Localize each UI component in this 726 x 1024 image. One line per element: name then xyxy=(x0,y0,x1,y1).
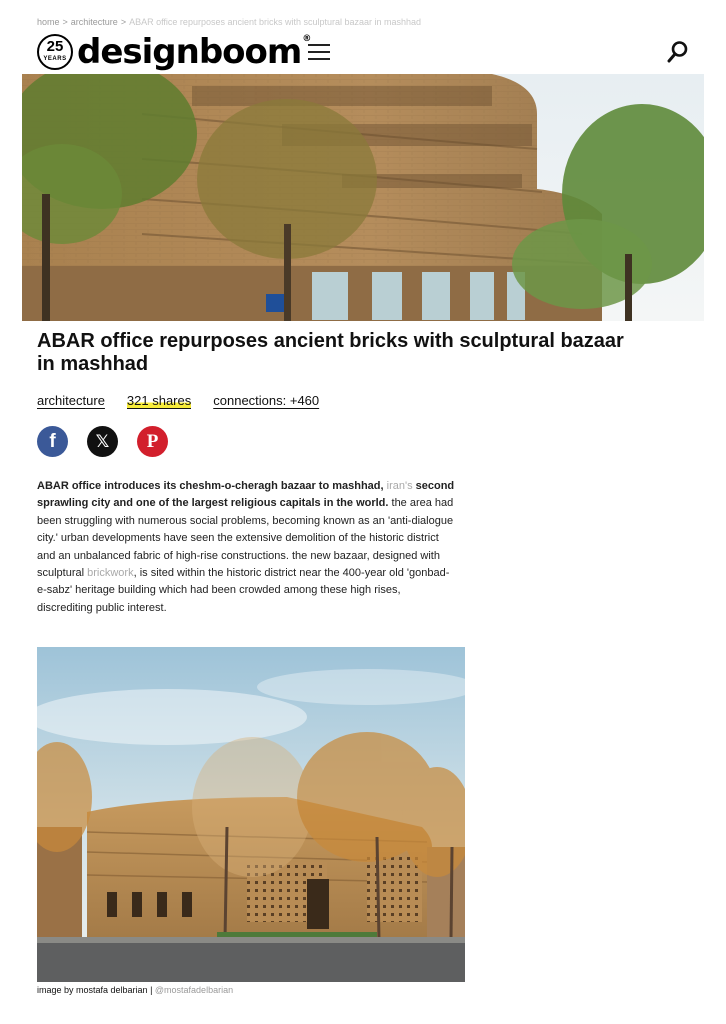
category-link[interactable]: architecture xyxy=(37,393,105,408)
breadcrumb xyxy=(37,17,421,27)
hamburger-menu-icon[interactable] xyxy=(308,44,330,62)
site-logo[interactable] xyxy=(37,32,310,72)
article-meta xyxy=(37,393,341,408)
lead-text-cont: second sprawling city and one of the largest religious capitals in the world. xyxy=(37,480,455,510)
body-text: the area had been struggling with numerous social problems, becoming known as an 'anti-dialogue city.' urban developments have seen the extensive demolition of the historic district and an unbalanced fabric of high-rise constructions. the new bazaar, designed with sculptural xyxy=(37,497,454,580)
photographer-handle-link[interactable]: @mostafadelbarian xyxy=(154,985,234,995)
pinterest-icon[interactable]: P xyxy=(137,426,168,457)
anniversary-badge xyxy=(37,34,73,70)
image-caption xyxy=(37,985,233,995)
logo-wordmark xyxy=(77,32,310,72)
logo-text: designboom xyxy=(77,32,302,72)
social-share-bar xyxy=(37,426,187,457)
iran-link[interactable]: iran's xyxy=(386,480,413,492)
facebook-icon[interactable]: f xyxy=(37,426,68,457)
hero-image xyxy=(22,74,704,321)
caption-credit: image by mostafa delbarian xyxy=(37,985,148,995)
article-paragraph xyxy=(37,478,457,617)
lead-text: ABAR office introduces its cheshm-o-cheragh bazaar to mashhad, xyxy=(37,480,387,492)
badge-number: 25 xyxy=(46,38,64,55)
caption-separator: | xyxy=(147,985,155,995)
breadcrumb-separator: > xyxy=(62,17,68,27)
shares-link[interactable]: 321 shares xyxy=(126,393,192,408)
body-text-cont: , is sited within the historic district near the 400-year old 'gonbad-e-sabz' heritage building which had been crowded among these high rises, discrediting public interest. xyxy=(37,567,450,614)
x-icon[interactable]: 𝕏 xyxy=(87,426,118,457)
breadcrumb-separator: > xyxy=(120,17,127,27)
article-title: ABAR office repurposes ancient bricks with sculptural bazaar in mashhad xyxy=(37,330,624,375)
site-header xyxy=(37,32,689,74)
connections-link[interactable]: connections: +460 xyxy=(213,393,320,408)
breadcrumb-current: ABAR office repurposes ancient bricks with sculptural bazaar in mashhad xyxy=(129,17,422,27)
breadcrumb-category-link[interactable]: architecture xyxy=(70,17,118,27)
article-image xyxy=(37,647,465,982)
badge-label: YEARS xyxy=(43,56,67,62)
search-icon[interactable] xyxy=(667,40,689,64)
brickwork-link[interactable]: brickwork xyxy=(87,567,134,580)
registered-mark: ® xyxy=(302,34,311,44)
breadcrumb-home-link[interactable]: home xyxy=(37,17,60,27)
